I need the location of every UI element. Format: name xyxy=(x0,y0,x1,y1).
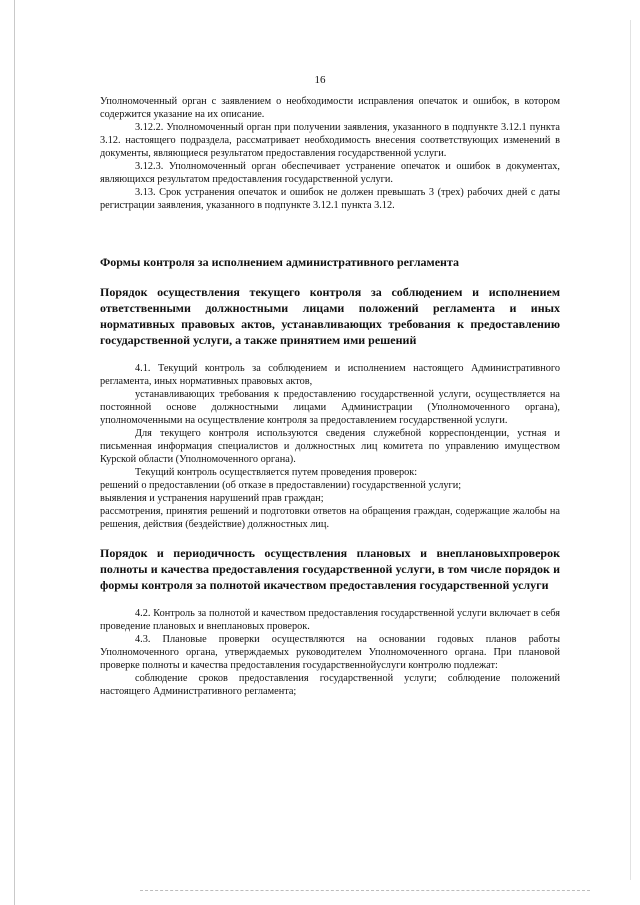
paragraph-4-3: 4.3. Плановые проверки осуществляются на основании годовых планов работы Уполномоченного органа, утверждаемых руководителем Уполномоченного органа. При плановой проверке полноты и качества предоставления государственнойуслуги контролю подлежат: xyxy=(100,634,560,671)
paragraph-subject-to-control: соблюдение сроков предоставления государственной услуги; соблюдение положений настоящего Административного регламента; xyxy=(100,673,560,697)
paragraph-information-sources: Для текущего контроля используются сведения служебной корреспонденции, устная и письменная информация специалистов и должностных лиц комитета по управлению имуществом Курской области (Уполномоченного органа). xyxy=(100,428,560,465)
list-item-complaints: рассмотрения, принятия решений и подготовки ответов на обращения граждан, содержащие жалобы на решения, действия (бездействие) должностных лиц. xyxy=(100,506,560,530)
bottom-rule xyxy=(140,890,590,892)
heading-forms-of-control: Формы контроля за исполнением административного регламента xyxy=(100,255,460,269)
list-item-violations: выявления и устранения нарушений прав граждан; xyxy=(100,493,324,504)
spacer xyxy=(100,348,560,362)
paragraph-3-12-3: 3.12.3. Уполномоченный орган обеспечивает устранение опечаток и ошибок в документах, являющихся результатом предоставления государственной услуги. xyxy=(100,161,560,185)
heading-current-control: Порядок осуществления текущего контроля за соблюдением и исполнением ответственными должностными лицами положений регламента и иных нормативных правовых актов, устанавливающих требования к предоставлению государственной услуги, а также принятием ими решений xyxy=(100,285,560,347)
spacer xyxy=(100,531,560,545)
paragraph-4-1: 4.1. Текущий контроль за соблюдением и исполнением настоящего Административного регламента, иных нормативных правовых актов, xyxy=(100,363,560,387)
document-body xyxy=(100,95,560,698)
scan-edge-left xyxy=(14,0,15,905)
paragraph-3-12-2: 3.12.2. Уполномоченный орган при получении заявления, указанного в подпункте 3.12.1 пункта 3.12. настоящего подраздела, рассматривает необходимость внесения соответствующих изменений в документы, являющиеся результатом предоставления государственной услуги. xyxy=(100,122,560,159)
paragraph-3-13: 3.13. Срок устранения опечаток и ошибок не должен превышать 3 (трех) рабочих дней с даты регистрации заявления, указанного в подпункте 3.12.1 пункта 3.12. xyxy=(100,187,560,211)
paragraph-continuation: Уполномоченный орган с заявлением о необходимости исправления опечаток и ошибок, в котором содержится указание на их описание. xyxy=(100,96,560,120)
spacer xyxy=(100,593,560,607)
page-number: 16 xyxy=(314,74,326,86)
paragraph-requirements: устанавливающих требования к предоставлению государственной услуги, осуществляется на постоянной основе должностными лицами Администрации (Уполномоченного органа), уполномоченными на осуществление контроля за предоставлением государственной услуги. xyxy=(100,389,560,426)
paragraph-checks-intro: Текущий контроль осуществляется путем проведения проверок: xyxy=(135,467,418,478)
spacer xyxy=(100,270,560,284)
scan-edge-right xyxy=(630,20,631,880)
spacer xyxy=(100,212,560,254)
paragraph-4-2: 4.2. Контроль за полнотой и качеством предоставления государственной услуги включает в себя проведение плановых и внеплановых проверок. xyxy=(100,608,560,632)
heading-periodic-checks: Порядок и периодичность осуществления плановых и внеплановыхпроверок полноты и качества предоставления государственной услуги, в том числе порядок и формы контроля за полнотой икачеством предоставления государственной услуги xyxy=(100,546,560,592)
list-item-decisions: решений о предоставлении (об отказе в предоставлении) государственной услуги; xyxy=(100,480,462,491)
